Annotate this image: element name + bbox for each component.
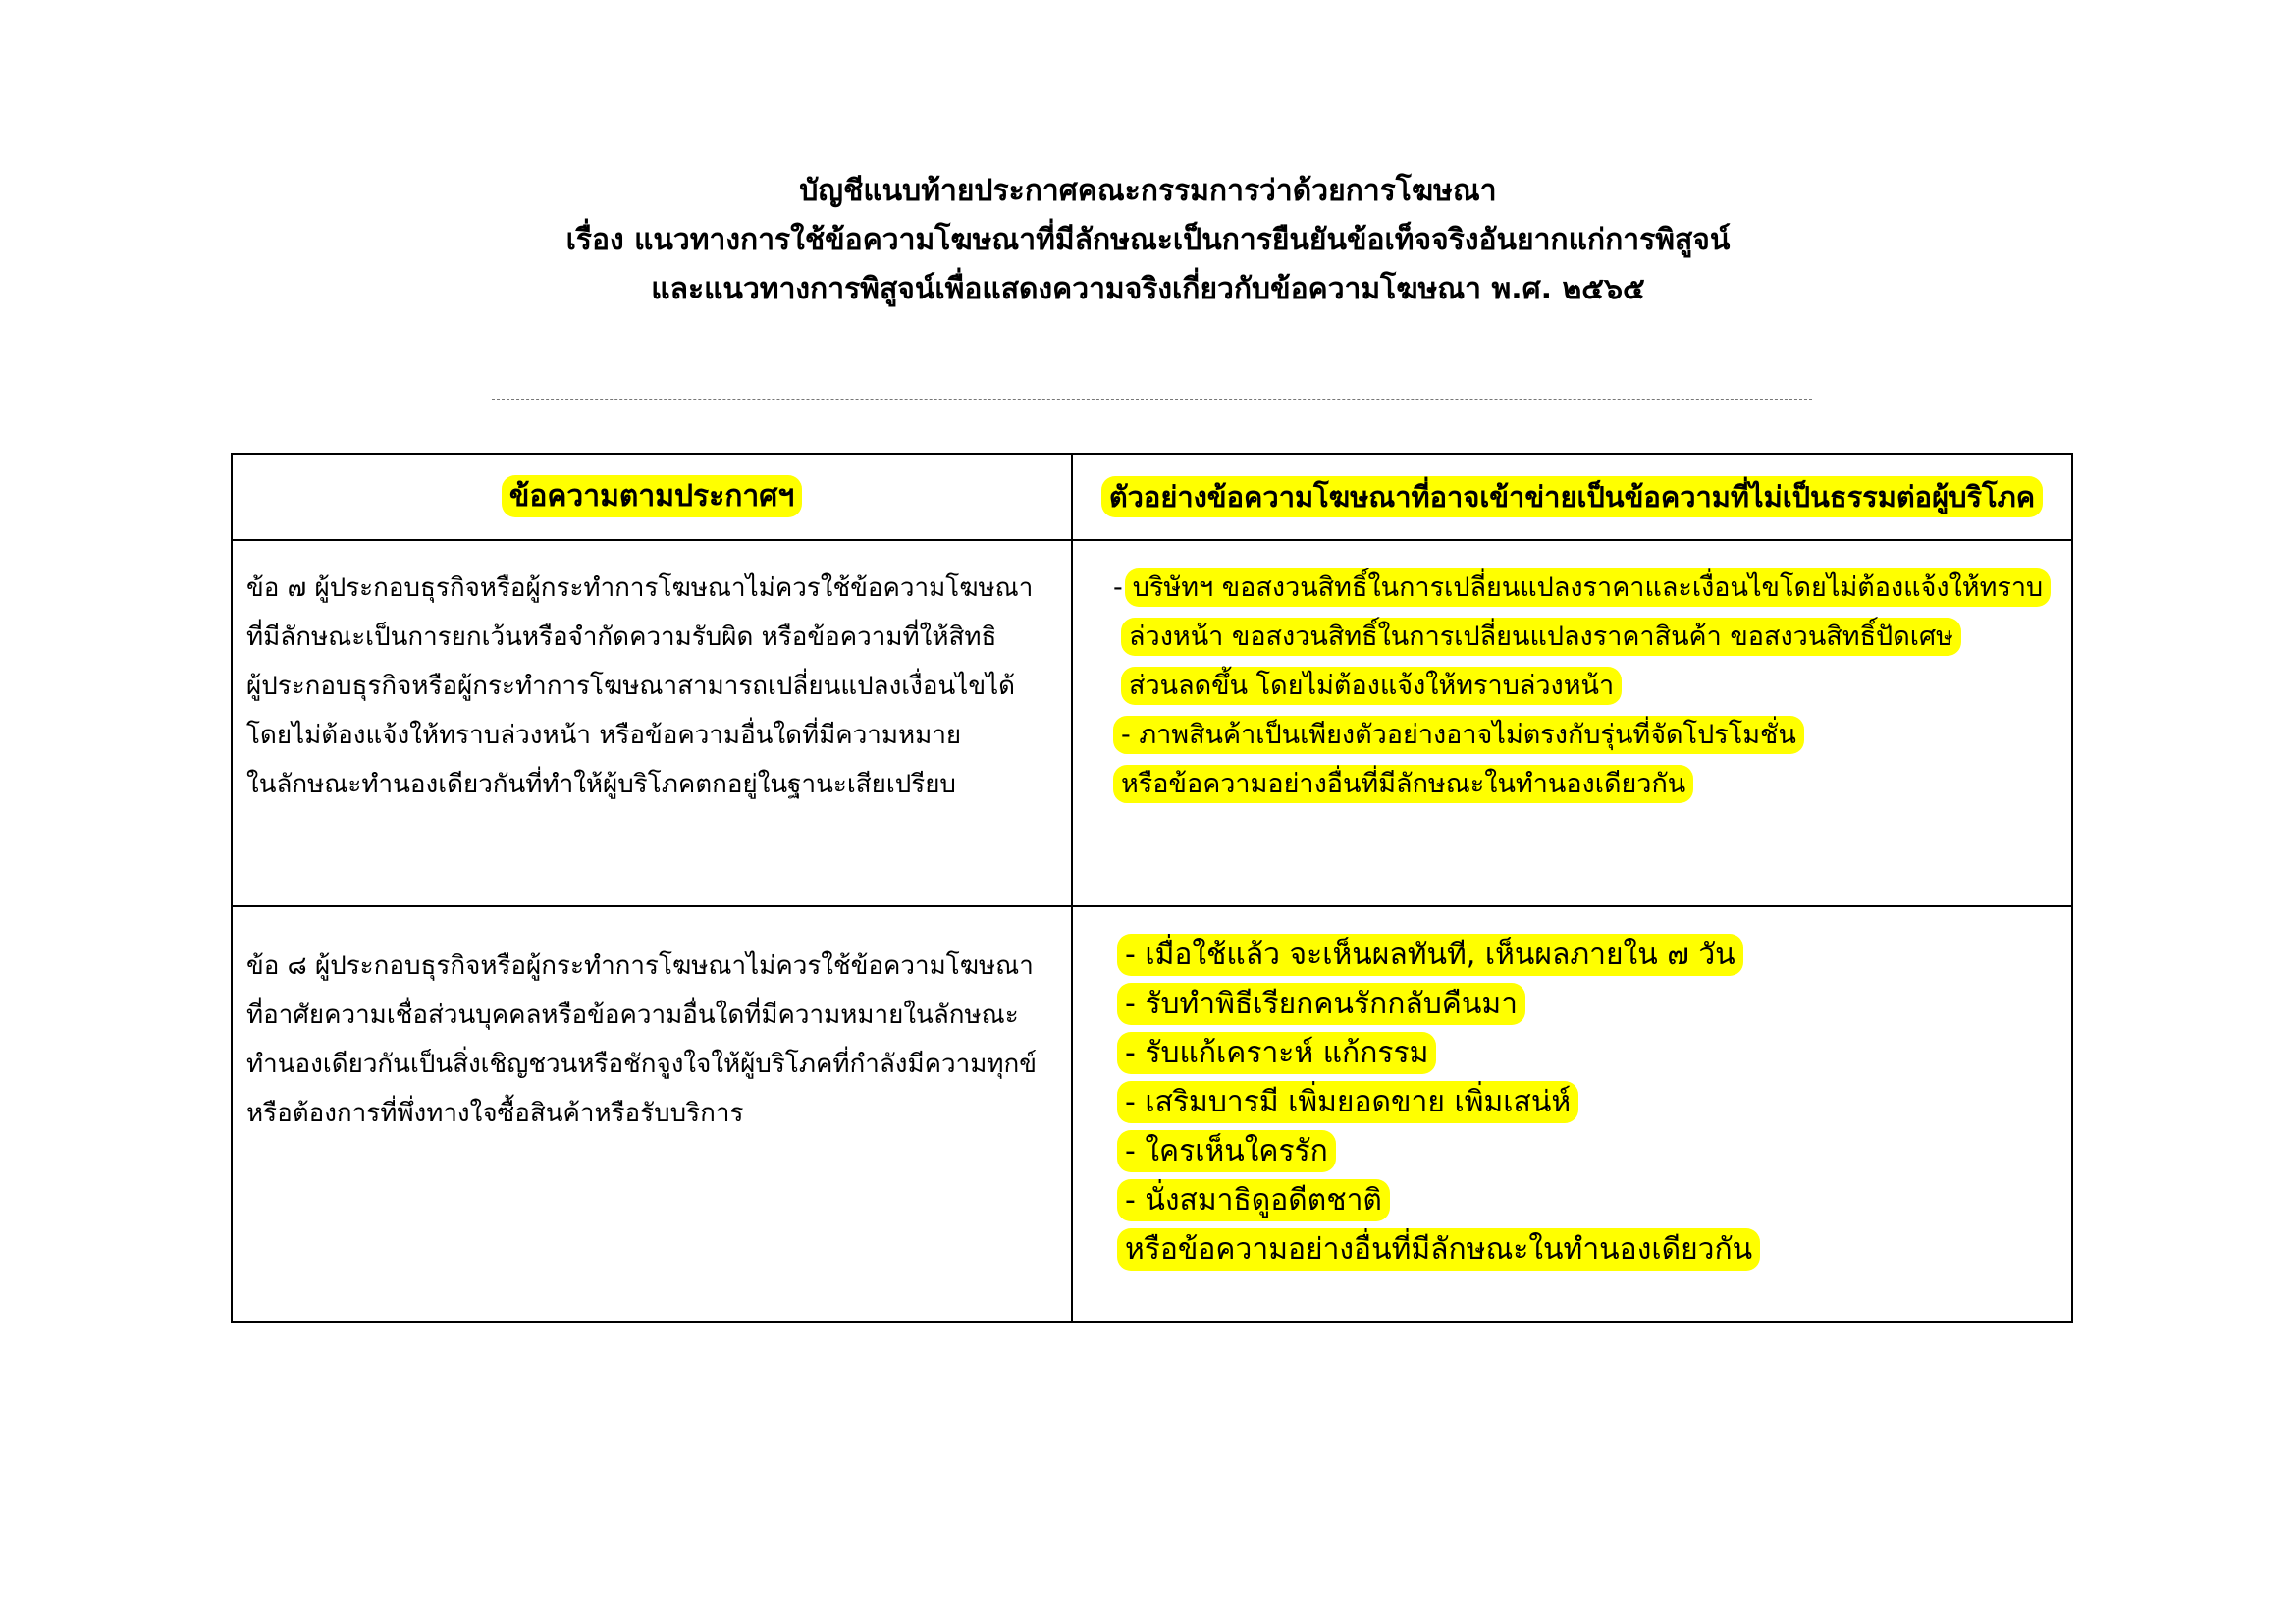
clause-line: ที่มีลักษณะเป็นการยกเว้นหรือจำกัดความรับผิด หรือข้อความที่ให้สิทธิ xyxy=(246,623,997,652)
example-line xyxy=(1117,1176,2052,1225)
example-text: - ภาพสินค้าเป็นเพียงตัวอย่างอาจไม่ตรงกับรุ่นที่จัดโปรโมชั่น xyxy=(1113,716,1804,754)
document-title xyxy=(294,167,2002,314)
example-line xyxy=(1113,613,2052,662)
example-line xyxy=(1117,1078,2052,1127)
dashed-separator xyxy=(492,399,1812,400)
clause-line: ที่อาศัยความเชื่อส่วนบุคคลหรือข้อความอื่นใดที่มีความหมายในลักษณะ xyxy=(246,1001,1019,1030)
example-line xyxy=(1113,564,2052,613)
title-line-1: บัญชีแนบท้ายประกาศคณะกรรมการว่าด้วยการโฆษณา xyxy=(799,174,1497,208)
header-clause-label: ข้อความตามประกาศฯ xyxy=(502,475,802,517)
example-text: ส่วนลดขึ้น โดยไม่ต้องแจ้งให้ทราบล่วงหน้า xyxy=(1121,667,1622,705)
example-line xyxy=(1117,931,2052,980)
example-line xyxy=(1113,662,2052,711)
example-text: หรือข้อความอย่างอื่นที่มีลักษณะในทำนองเดียวกัน xyxy=(1113,765,1693,803)
header-line xyxy=(248,472,1055,521)
example-line xyxy=(1113,760,2052,809)
clause-line: ทำนองเดียวกันเป็นสิ่งเชิญชวนหรือชักจูงใจให้ผู้บริโภคที่กำลังมีความทุกข์ xyxy=(246,1050,1038,1079)
example-text: - เสริมบารมี เพิ่มยอดขาย เพิ่มเสน่ห์ xyxy=(1117,1081,1578,1123)
row-2-clause-cell xyxy=(233,907,1073,1321)
example-text: ล่วงหน้า ขอสงวนสิทธิ์ในการเปลี่ยนแปลงราคาสินค้า ขอสงวนสิทธิ์ปัดเศษ xyxy=(1121,618,1961,656)
example-text: - ใครเห็นใครรัก xyxy=(1117,1130,1336,1172)
example-text: บริษัทฯ ขอสงวนสิทธิ์ในการเปลี่ยนแปลงราคาและเงื่อนไขโดยไม่ต้องแจ้งให้ทราบ xyxy=(1125,568,2051,607)
clause-line: โดยไม่ต้องแจ้งให้ทราบล่วงหน้า หรือข้อความอื่นใดที่มีความหมาย xyxy=(246,721,962,750)
example-text: - รับทำพิธีเรียกคนรักกลับคืนมา xyxy=(1117,983,1525,1025)
row-2-examples-cell xyxy=(1073,907,2071,1321)
title-line-3: และแนวทางการพิสูจน์เพื่อแสดงความจริงเกี่ยวกับข้อความโฆษณา พ.ศ. ๒๕๖๕ xyxy=(651,272,1645,306)
clause-line: ในลักษณะทำนองเดียวกันที่ทำให้ผู้บริโภคตกอยู่ในฐานะเสียเปรียบ xyxy=(246,770,956,799)
clause-line: ข้อ ๗ ผู้ประกอบธุรกิจหรือผู้กระทำการโฆษณาไม่ควรใช้ข้อความโฆษณา xyxy=(246,573,1034,603)
example-text: - รับแก้เคราะห์ แก้กรรม xyxy=(1117,1032,1436,1074)
example-text: หรือข้อความอย่างอื่นที่มีลักษณะในทำนองเดียวกัน xyxy=(1117,1228,1760,1271)
header-line xyxy=(1089,472,2056,521)
title-line-2: เรื่อง แนวทางการใช้ข้อความโฆษณาที่มีลักษณะเป็นการยืนยันข้อเท็จจริงอันยากแก่การพิสูจน์ xyxy=(565,223,1731,257)
example-bullet: - xyxy=(1113,572,1123,603)
guideline-table xyxy=(231,453,2073,1323)
clause-line: ผู้ประกอบธุรกิจหรือผู้กระทำการโฆษณาสามารถเปลี่ยนแปลงเงื่อนไขได้ xyxy=(246,672,1016,701)
example-text: - เมื่อใช้แล้ว จะเห็นผลทันที, เห็นผลภายใน ๗ วัน xyxy=(1117,934,1743,976)
row-1-examples-cell xyxy=(1073,541,2071,907)
clause-line: หรือต้องการที่พึ่งทางใจซื้อสินค้าหรือรับบริการ xyxy=(246,1099,744,1128)
example-text: - นั่งสมาธิดูอดีตชาติ xyxy=(1117,1179,1390,1221)
example-line xyxy=(1117,1127,2052,1176)
header-examples-label: ตัวอย่างข้อความโฆษณาที่อาจเข้าข่ายเป็นข้อความที่ไม่เป็นธรรมต่อผู้บริโภค xyxy=(1101,476,2043,517)
example-line xyxy=(1117,1029,2052,1078)
example-line xyxy=(1117,1225,2052,1274)
row-1-clause-cell xyxy=(233,541,1073,907)
example-line xyxy=(1117,980,2052,1029)
header-cell-examples xyxy=(1073,455,2071,541)
example-line xyxy=(1113,711,2052,760)
header-cell-clause xyxy=(233,455,1073,541)
clause-line: ข้อ ๘ ผู้ประกอบธุรกิจหรือผู้กระทำการโฆษณาไม่ควรใช้ข้อความโฆษณา xyxy=(246,951,1034,981)
